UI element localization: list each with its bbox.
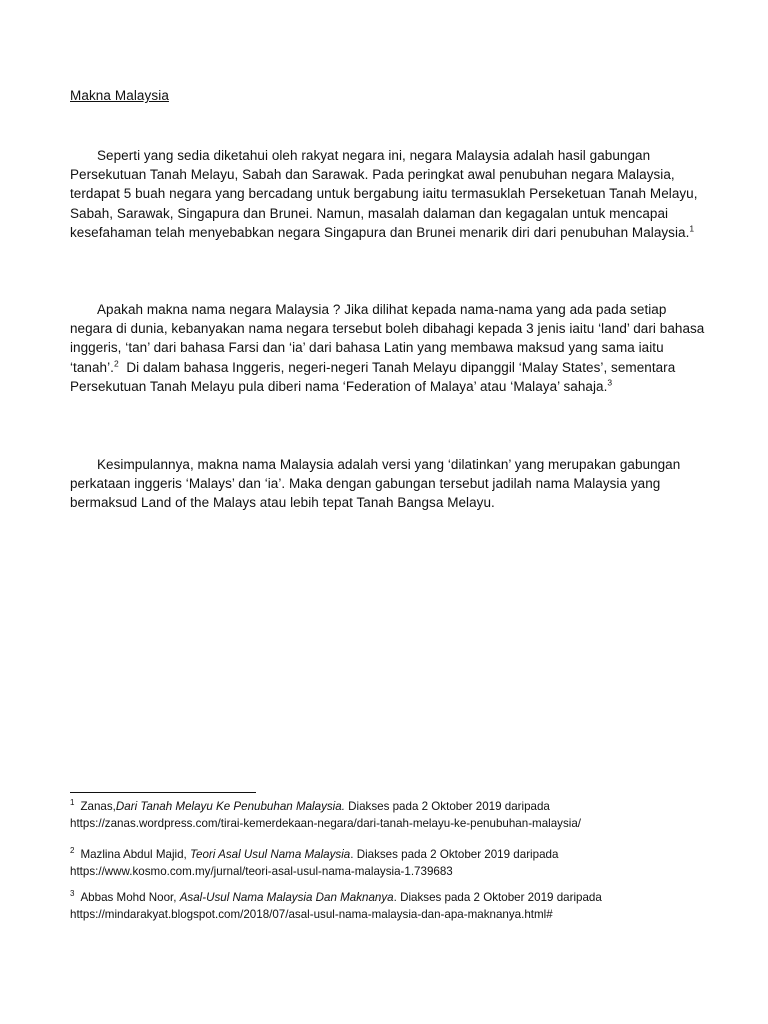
paragraph-3-text: Kesimpulannya, makna nama Malaysia adalah versi yang ‘dilatinkan’ yang merupakan gabungan perkataan inggeris ‘Malays’ dan ‘ia’. Maka dengan gabungan tersebut jadilah nama Malaysia yang bermaksud Land of the Malays atau lebih tepat Tanah Bangsa Melayu. (70, 457, 681, 511)
footnote-separator (70, 792, 256, 793)
footnote-ref-2[interactable]: 2 (113, 358, 119, 369)
paragraph-1 (70, 146, 706, 242)
footnote-author: Abbas Mohd Noor, (80, 891, 180, 904)
paragraph-1-text: Seperti yang sedia diketahui oleh rakyat negara ini, negara Malaysia adalah hasil gabungan Persekutuan Tanah Melayu, Sabah dan Sarawak. Pada peringkat awal penubuhan negara Malaysia, terdapat 5 buah negara yang bercadang untuk bergabung iaitu termasuklah Perseketuan Tanah Melayu, Sabah, Sarawak, Singapura dan Brunei. Namun, masalah dalaman dan kegagalan untuk mencapai kesefahaman telah menyebabkan negara Singapura dan Brunei menarik diri dari penubuhan Malaysia. (70, 148, 698, 240)
footnote-url[interactable]: https://mindarakyat.blogspot.com/2018/07/asal-usul-nama-malaysia-dan-apa-maknanya.html# (70, 908, 553, 921)
footnote-access: Diakses pada 2 Oktober 2019 daripada (344, 800, 550, 813)
footnote-number: 3 (70, 889, 75, 899)
footnote-url[interactable]: https://www.kosmo.com.my/jurnal/teori-asal-usul-nama-malaysia-1.739683 (70, 865, 453, 878)
footnote-author: Zanas, (80, 800, 116, 813)
footnote-ref-3[interactable]: 3 (607, 377, 613, 388)
footnote-access: . Diakses pada 2 Oktober 2019 daripada (350, 848, 559, 861)
footnote-work: Teori Asal Usul Nama Malaysia (190, 848, 351, 861)
footnote-3 (70, 889, 710, 923)
footnote-2 (70, 846, 710, 880)
footnote-number: 1 (70, 798, 75, 808)
footnote-number: 2 (70, 846, 75, 856)
footnote-work: Dari Tanah Melayu Ke Penubuhan Malaysia. (115, 800, 345, 813)
paragraph-2-text-b: Di dalam bahasa Inggeris, negeri-negeri Tanah Melayu dipanggil ‘Malay States’, sementara Persekutuan Tanah Melayu pula diberi nama ‘Federation of Malaya’ atau ‘Malaya’ sahaja. (70, 359, 680, 394)
footnote-ref-1[interactable]: 1 (689, 223, 695, 234)
footnote-work: Asal-Usul Nama Malaysia Dan Maknanya (179, 891, 394, 904)
paragraph-2-text-a: Apakah makna nama negara Malaysia ? Jika dilihat kepada nama-nama yang ada pada setiap negara di dunia, kebanyakan nama negara tersebut boleh dibahagi kepada 3 jenis iaitu ‘land’ dari bahasa inggeris, ‘tan’ dari bahasa Farsi dan ‘ia’ dari bahasa Latin yang membawa maksud yang sama iaitu ‘tanah’. (70, 302, 705, 375)
paragraph-3 (70, 455, 706, 513)
footnote-url[interactable]: https://zanas.wordpress.com/tirai-kemerdekaan-negara/dari-tanah-melayu-ke-penubuhan-malaysia/ (70, 817, 582, 830)
paragraph-2 (70, 300, 706, 396)
footnote-access: . Diakses pada 2 Oktober 2019 daripada (393, 891, 602, 904)
footnote-author: Mazlina Abdul Majid, (80, 848, 191, 861)
footnote-1 (70, 798, 710, 832)
document-title: Makna Malaysia (70, 88, 169, 103)
